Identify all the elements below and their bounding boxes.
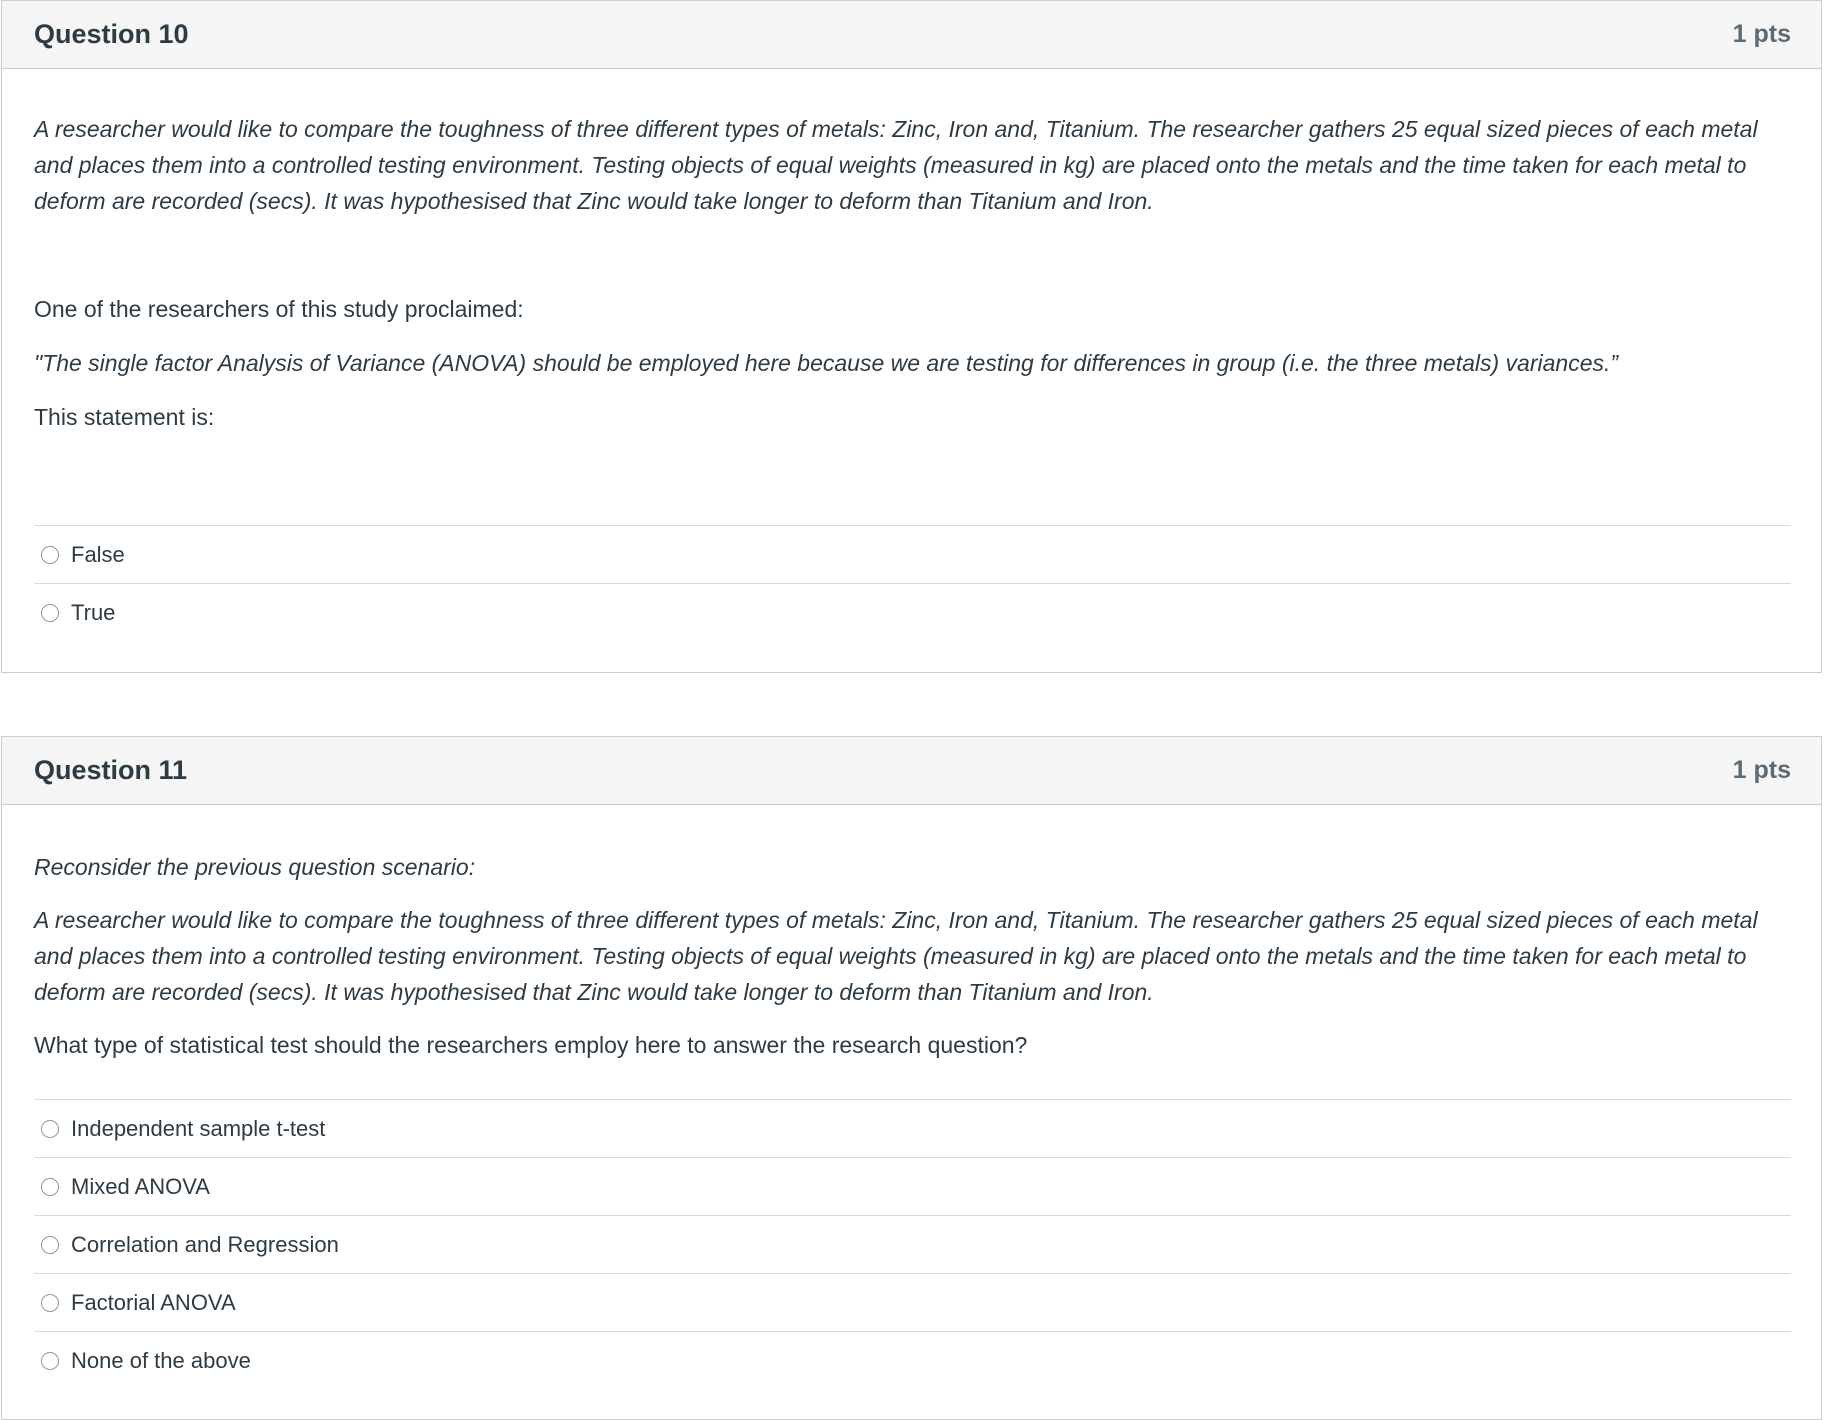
answer-label: None of the above [71, 1347, 251, 1373]
answer-list [34, 525, 1791, 641]
question-intro: One of the researchers of this study proclaimed: [34, 296, 524, 322]
question-points: 1 pts [1732, 756, 1791, 784]
radio-button[interactable] [41, 1352, 59, 1370]
question-title: Question 10 [34, 19, 189, 49]
answer-option-correlation-regression[interactable] [34, 1216, 1791, 1274]
question-title: Question 11 [34, 755, 188, 785]
radio-button[interactable] [41, 1178, 59, 1196]
radio-button[interactable] [41, 604, 59, 622]
answer-list [34, 1099, 1791, 1389]
answer-option-none[interactable] [34, 1332, 1791, 1389]
answer-option-independent-t-test[interactable] [34, 1100, 1791, 1158]
question-preface: Reconsider the previous question scenario: [34, 854, 476, 880]
question-quote: "The single factor Analysis of Variance (ANOVA) should be employed here because we are testing for differences in group (i.e. the three metals) variances.” [34, 350, 1619, 376]
answer-option-mixed-anova[interactable] [34, 1158, 1791, 1216]
question-body [2, 849, 1821, 1389]
answer-option-true[interactable] [34, 584, 1791, 641]
radio-button[interactable] [41, 1236, 59, 1254]
answer-label: Mixed ANOVA [71, 1173, 210, 1199]
answer-label: False [71, 541, 125, 567]
answer-label: Correlation and Regression [71, 1231, 339, 1257]
question-header [2, 1, 1821, 69]
radio-button[interactable] [41, 546, 59, 564]
answer-option-false[interactable] [34, 526, 1791, 584]
answer-label: Independent sample t-test [71, 1115, 326, 1141]
question-points: 1 pts [1732, 20, 1791, 48]
answer-label: True [71, 599, 116, 625]
question-11-card [1, 736, 1822, 1420]
radio-button[interactable] [41, 1120, 59, 1138]
answer-label: Factorial ANOVA [71, 1289, 236, 1315]
question-body [2, 111, 1821, 641]
question-scenario: A researcher would like to compare the toughness of three different types of metals: Zinc, Iron and, Titanium. The researcher gathers 25 equal sized pieces of each metal and places them into a controlled testing environment. Testing objects of equal weights (measured in kg) are placed onto the metals and the time taken for each metal to deform are recorded (secs). It was hypothesised that Zinc would take longer to deform than Titanium and Iron. [34, 116, 1758, 214]
radio-button[interactable] [41, 1294, 59, 1312]
question-header [2, 737, 1821, 805]
question-scenario: A researcher would like to compare the toughness of three different types of metals: Zinc, Iron and, Titanium. The researcher gathers 25 equal sized pieces of each metal and places them into a controlled testing environment. Testing objects of equal weights (measured in kg) are placed onto the metals and the time taken for each metal to deform are recorded (secs). It was hypothesised that Zinc would take longer to deform than Titanium and Iron. [34, 907, 1758, 1005]
question-prompt: This statement is: [34, 404, 215, 430]
answer-option-factorial-anova[interactable] [34, 1274, 1791, 1332]
question-10-card [1, 0, 1822, 673]
question-prompt: What type of statistical test should the researchers employ here to answer the research question? [34, 1032, 1028, 1058]
